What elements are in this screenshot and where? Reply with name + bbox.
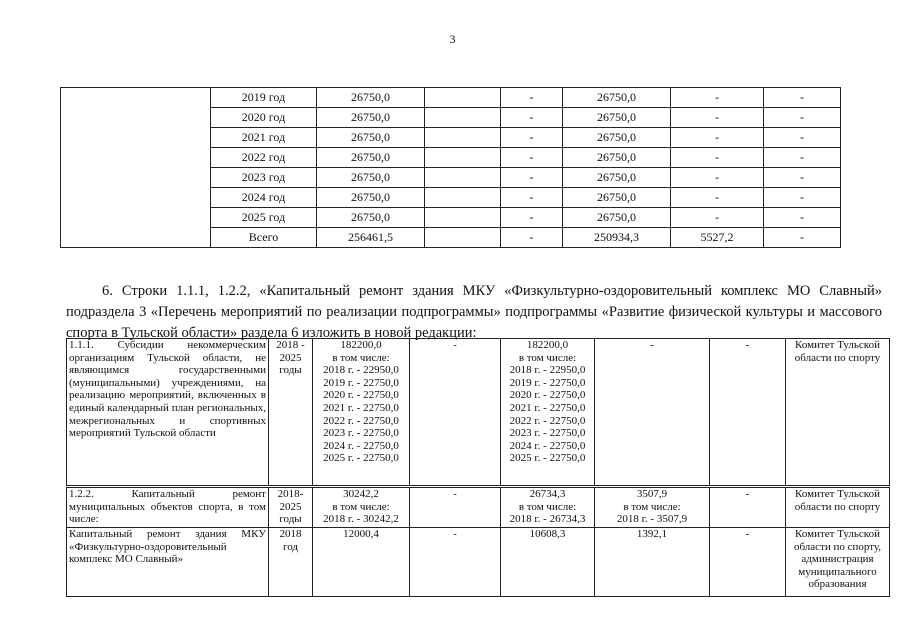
cell: - — [671, 188, 764, 208]
cell: - — [764, 108, 841, 128]
cell: - — [501, 88, 563, 108]
year-cell: 2021 год — [211, 128, 317, 148]
period-cell: 2018 - 2025 годы — [269, 339, 313, 487]
total-cell: 26750,0 — [317, 88, 425, 108]
cell: - — [501, 188, 563, 208]
total-funding-text: 182200,0 в том числе: 2018 г. - 22950,0 2019 г. - 22750,0 2020 г. - 22750,0 2021 г. - 22750,0 2022 г. - 22750,0 2023 г. - 22750,0 2024 г. - 22750,0 2025 г. - 22750,0 — [323, 339, 399, 465]
cell: - — [764, 148, 841, 168]
table-row — [61, 88, 841, 108]
cell: 26750,0 — [563, 188, 671, 208]
cell: 26750,0 — [563, 148, 671, 168]
federal-cell: - — [410, 487, 501, 528]
cell: 26750,0 — [563, 168, 671, 188]
cell: 26750,0 — [563, 128, 671, 148]
cell — [425, 188, 501, 208]
measure-name-cell: Капитальный ремонт здания МКУ «Физкультурно-оздоровительный комплекс МО Славный» — [67, 528, 269, 597]
local-cell — [595, 487, 710, 528]
total-cell: 26750,0 — [317, 208, 425, 228]
table-row — [67, 339, 890, 487]
total-funding-cell — [313, 487, 410, 528]
local-cell: - — [595, 339, 710, 487]
cell: - — [671, 168, 764, 188]
cell: - — [764, 228, 841, 248]
year-cell: 2019 год — [211, 88, 317, 108]
period-text: 2018 год — [279, 528, 302, 553]
total-cell: 26750,0 — [317, 188, 425, 208]
regional-funding-text: 182200,0 в том числе: 2018 г. - 22950,0 2019 г. - 22750,0 2020 г. - 22750,0 2021 г. - 22750,0 2022 г. - 22750,0 2023 г. - 22750,0 2024 г. - 22750,0 2025 г. - 22750,0 — [509, 339, 586, 465]
merged-label-cell — [61, 88, 211, 248]
period-cell — [269, 487, 313, 528]
year-cell: 2020 год — [211, 108, 317, 128]
table-row — [67, 487, 890, 528]
cell: - — [764, 128, 841, 148]
executor-cell: Комитет Тульской области по спорту, администрация муниципального образования — [786, 528, 890, 597]
cell: - — [671, 148, 764, 168]
cell: - — [501, 148, 563, 168]
year-cell: 2023 год — [211, 168, 317, 188]
cell: - — [501, 108, 563, 128]
cell: - — [671, 208, 764, 228]
cell: - — [764, 88, 841, 108]
cell — [425, 108, 501, 128]
federal-cell: - — [410, 528, 501, 597]
total-funding-text: 30242,2 в том числе: 2018 г. - 30242,2 — [323, 488, 399, 526]
cell: 26750,0 — [563, 88, 671, 108]
cell: 5527,2 — [671, 228, 764, 248]
executor-cell: Комитет Тульской области по спорту — [786, 487, 890, 528]
local-funding-text: 3507,9 в том числе: 2018 г. - 3507,9 — [616, 488, 688, 526]
cell: - — [764, 188, 841, 208]
page-number: 3 — [449, 32, 456, 46]
cell — [425, 148, 501, 168]
cell: - — [501, 228, 563, 248]
measure-name-cell: 1.2.2. Капитальный ремонт муниципальных объектов спорта, в том числе: — [67, 487, 269, 528]
year-cell: 2025 год — [211, 208, 317, 228]
measure-name-cell: 1.1.1. Субсидии некоммерческим организациям Тульской области, не являющимся государственными (муниципальными) учреждениями, на реализацию мероприятий, включенных в единый календарный план региональных, межрегиональных и спортивных мероприятий Тульской области — [67, 339, 269, 487]
regional-funding-cell — [501, 339, 595, 487]
extra-cell: - — [710, 487, 786, 528]
cell: - — [764, 168, 841, 188]
total-funding-cell: 12000,4 — [313, 528, 410, 597]
cell — [425, 168, 501, 188]
cell: - — [501, 128, 563, 148]
cell: 26750,0 — [563, 208, 671, 228]
cell — [425, 88, 501, 108]
total-cell: 256461,5 — [317, 228, 425, 248]
regional-funding-text: 26734,3 в том числе: 2018 г. - 26734,3 — [509, 488, 586, 526]
local-cell: 1392,1 — [595, 528, 710, 597]
cell — [425, 208, 501, 228]
executor-cell: Комитет Тульской области по спорту — [786, 339, 890, 487]
period-text: 2018- 2025 годы — [277, 488, 304, 526]
total-funding-cell — [313, 339, 410, 487]
funding-by-year-table — [60, 87, 841, 248]
extra-cell: - — [710, 528, 786, 597]
cell: 26750,0 — [563, 108, 671, 128]
total-cell: 26750,0 — [317, 148, 425, 168]
total-cell: 26750,0 — [317, 108, 425, 128]
total-cell: 26750,0 — [317, 168, 425, 188]
year-cell: Всего — [211, 228, 317, 248]
cell: - — [764, 208, 841, 228]
cell — [425, 128, 501, 148]
year-cell: 2024 год — [211, 188, 317, 208]
cell: - — [671, 128, 764, 148]
cell: - — [501, 168, 563, 188]
year-cell: 2022 год — [211, 148, 317, 168]
measures-table — [66, 338, 890, 597]
cell: - — [671, 108, 764, 128]
table-row — [67, 528, 890, 597]
regional-funding-cell: 10608,3 — [501, 528, 595, 597]
cell: - — [671, 88, 764, 108]
federal-cell: - — [410, 339, 501, 487]
total-cell: 26750,0 — [317, 128, 425, 148]
cell — [425, 228, 501, 248]
extra-cell: - — [710, 339, 786, 487]
regional-funding-cell — [501, 487, 595, 528]
cell: 250934,3 — [563, 228, 671, 248]
period-cell — [269, 528, 313, 597]
cell: - — [501, 208, 563, 228]
amendment-paragraph: 6. Строки 1.1.1, 1.2.2, «Капитальный ремонт здания МКУ «Физкультурно-оздоровительный комплекс МО Славный» подраздела 3 «Перечень мероприятий по реализации подпрограммы» подпрограммы «Развитие физической культуры и массового спорта в Тульской области» раздела 6 изложить в новой редакции: — [66, 282, 882, 341]
